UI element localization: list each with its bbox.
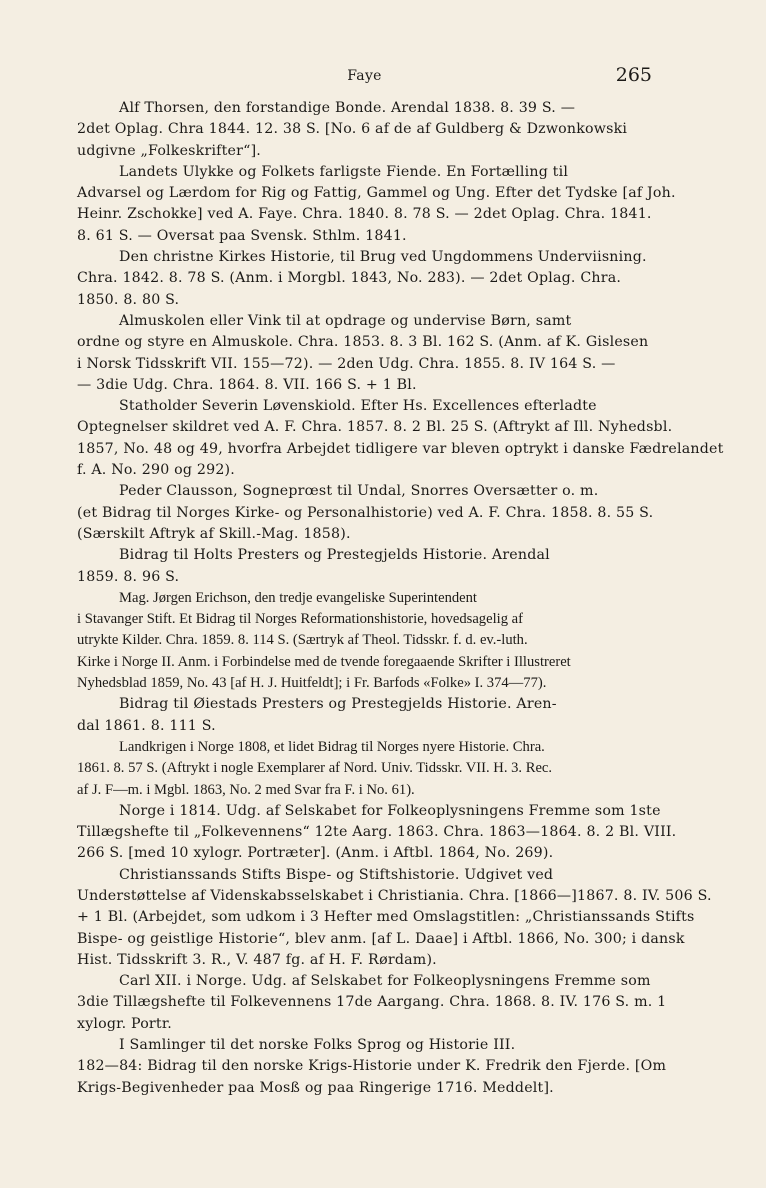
entry-line: Landkrigen i Norge 1808, et lidet Bidrag til Norges nyere Historie. Chra. xyxy=(119,738,545,755)
entry-line: af J. F—m. i Mgbl. 1863, No. 2 med Svar fra F. i No. 61). xyxy=(77,781,415,798)
entry-line: Bidrag til Øiestads Presters og Prestegjelds Historie. Aren- xyxy=(119,696,557,713)
entry-line: Chra. 1842. 8. 78 S. (Anm. i Morgbl. 1843, No. 283). — 2det Oplag. Chra. xyxy=(77,270,622,287)
entry-line: Tillægshefte til „Folkevennens“ 12te Aarg. 1863. Chra. 1863—1864. 8. 2 Bl. VIII. xyxy=(77,824,677,841)
bibliography-entry xyxy=(77,588,652,694)
entry-line: Alf Thorsen, den forstandige Bonde. Arendal 1838. 8. 39 S. — xyxy=(119,100,576,116)
entry-line: Almuskolen eller Vink til at opdrage og undervise Børn, samt xyxy=(119,312,572,329)
entry-line: + 1 Bl. (Arbejdet, som udkom i 3 Hefter med Omslagstitlen: „Christianssands Stifts xyxy=(77,909,695,926)
bibliography-entry xyxy=(77,971,667,1035)
entry-line: Krigs-Begivenheder paa Mosß og paa Ringerige 1716. Meddelt]. xyxy=(77,1079,554,1096)
running-head: Faye xyxy=(347,68,382,84)
entry-line: ordne og styre en Almuskole. Chra. 1853. 8. 3 Bl. 162 S. (Anm. af K. Gislesen xyxy=(77,334,649,351)
entry-line: Statholder Severin Løvenskiold. Efter Hs. Excellences efterladte xyxy=(119,398,597,415)
entry-line: I Samlinger til det norske Folks Sprog og Historie III. xyxy=(119,1037,516,1054)
entry-line: 266 S. [med 10 xylogr. Portræter]. (Anm. i Aftbl. 1864, No. 269). xyxy=(77,845,554,862)
bibliography-list xyxy=(77,98,724,1099)
page-number: 265 xyxy=(615,64,652,86)
bibliography-entry xyxy=(77,1035,667,1099)
bibliography-entry xyxy=(77,801,677,865)
entry-line: xylogr. Portr. xyxy=(77,1015,172,1032)
bibliography-entry xyxy=(77,98,652,162)
entry-line: (et Bidrag til Norges Kirke- og Personalhistorie) ved A. F. Chra. 1858. 8. 55 S. xyxy=(77,504,654,521)
bibliography-entry xyxy=(77,545,652,588)
entry-line: Nyhedsblad 1859, No. 43 [af H. J. Huitfeldt]; i Fr. Barfods «Folke» I. 374—77). xyxy=(77,675,547,692)
entry-line: 2det Oplag. Chra 1844. 12. 38 S. [No. 6 af de af Guldberg & Dzwonkowski xyxy=(77,121,628,138)
entry-line: Advarsel og Lærdom for Rig og Fattig, Gammel og Ung. Efter det Tydske [af Joh. xyxy=(77,185,676,202)
entry-line: Mag. Jørgen Erichson, den tredje evangeliske Superintendent xyxy=(119,589,477,606)
entry-line: i Stavanger Stift. Et Bidrag til Norges Reformationshistorie, hovedsagelig af xyxy=(77,611,523,628)
bibliography-entry xyxy=(77,396,724,481)
entry-line: Norge i 1814. Udg. af Selskabet for Folkeoplysningens Fremme som 1ste xyxy=(119,802,661,819)
entry-line: Optegnelser skildret ved A. F. Chra. 1857. 8. 2 Bl. 25 S. (Aftrykt af Ill. Nyhedsbl. xyxy=(77,419,673,436)
entry-line: Heinr. Zschokke] ved A. Faye. Chra. 1840. 8. 78 S. — 2det Oplag. Chra. 1841. xyxy=(77,206,652,223)
entry-line: Bidrag til Holts Presters og Prestegjelds Historie. Arendal xyxy=(119,547,550,564)
entry-line: — 3die Udg. Chra. 1864. 8. VII. 166 S. + 1 Bl. xyxy=(77,376,417,393)
entry-line: 8. 61 S. — Oversat paa Svensk. Sthlm. 1841. xyxy=(77,227,407,244)
entry-line: (Særskilt Aftryk af Skill.-Mag. 1858). xyxy=(77,525,351,542)
entry-line: 1850. 8. 80 S. xyxy=(77,291,180,308)
entry-line: f. A. No. 290 og 292). xyxy=(77,462,236,479)
entry-line: Kirke i Norge II. Anm. i Forbindelse med de tvende foregaaende Skrifter i Illustreret xyxy=(77,653,571,670)
bibliography-entry xyxy=(77,162,676,247)
entry-line: Carl XII. i Norge. Udg. af Selskabet for Folkeoplysningens Fremme som xyxy=(119,973,651,990)
entry-line: dal 1861. 8. 111 S. xyxy=(77,717,216,734)
entry-line: 182—84: Bidrag til den norske Krigs-Historie under K. Fredrik den Fjerde. [Om xyxy=(77,1058,667,1075)
entry-line: Landets Ulykke og Folkets farligste Fiende. En Fortælling til xyxy=(119,163,569,180)
entry-line: 3die Tillægshefte til Folkevennens 17de Aargang. Chra. 1868. 8. IV. 176 S. m. 1 xyxy=(77,994,667,1011)
entry-line: Understøttelse af Videnskabsselskabet i Christiania. Chra. [1866—]1867. 8. IV. 506 S. xyxy=(77,887,712,904)
entry-line: Christianssands Stifts Bispe- og Stiftshistorie. Udgivet ved xyxy=(119,866,554,883)
bibliography-entry xyxy=(77,737,652,801)
bibliography-entry xyxy=(77,247,652,311)
entry-line: 1859. 8. 96 S. xyxy=(77,568,180,585)
page-header xyxy=(77,64,652,90)
entry-line: 1861. 8. 57 S. (Aftrykt i nogle Exemplarer af Nord. Univ. Tidsskr. VII. H. 3. Rec. xyxy=(77,760,553,777)
entry-line: udgivne „Folkeskrifter“]. xyxy=(77,142,262,159)
bibliography-entry xyxy=(77,311,652,396)
entry-line: Hist. Tidsskrift 3. R., V. 487 fg. af H. F. Rørdam). xyxy=(77,951,437,968)
entry-line: i Norsk Tidsskrift VII. 155—72). — 2den Udg. Chra. 1855. 8. IV 164 S. — xyxy=(77,355,616,372)
entry-line: Bispe- og geistlige Historie“, blev anm. [af L. Daae] i Aftbl. 1866, No. 300; i dansk xyxy=(77,930,685,947)
entry-line: Peder Clausson, Sogneprœst til Undal, Snorres Oversætter o. m. xyxy=(119,483,599,500)
entry-line: utrykte Kilder. Chra. 1859. 8. 114 S. (Særtryk af Theol. Tidsskr. f. d. ev.-luth. xyxy=(77,632,528,649)
bibliography-entry xyxy=(77,481,652,545)
entry-line: Den christne Kirkes Historie, til Brug ved Ungdommens Underviisning. xyxy=(119,249,647,266)
bibliography-entry xyxy=(77,865,712,971)
entry-line: 1857, No. 48 og 49, hvorfra Arbejdet tidligere var bleven optrykt i danske Fædrelandet xyxy=(77,440,724,457)
bibliography-entry xyxy=(77,694,652,737)
